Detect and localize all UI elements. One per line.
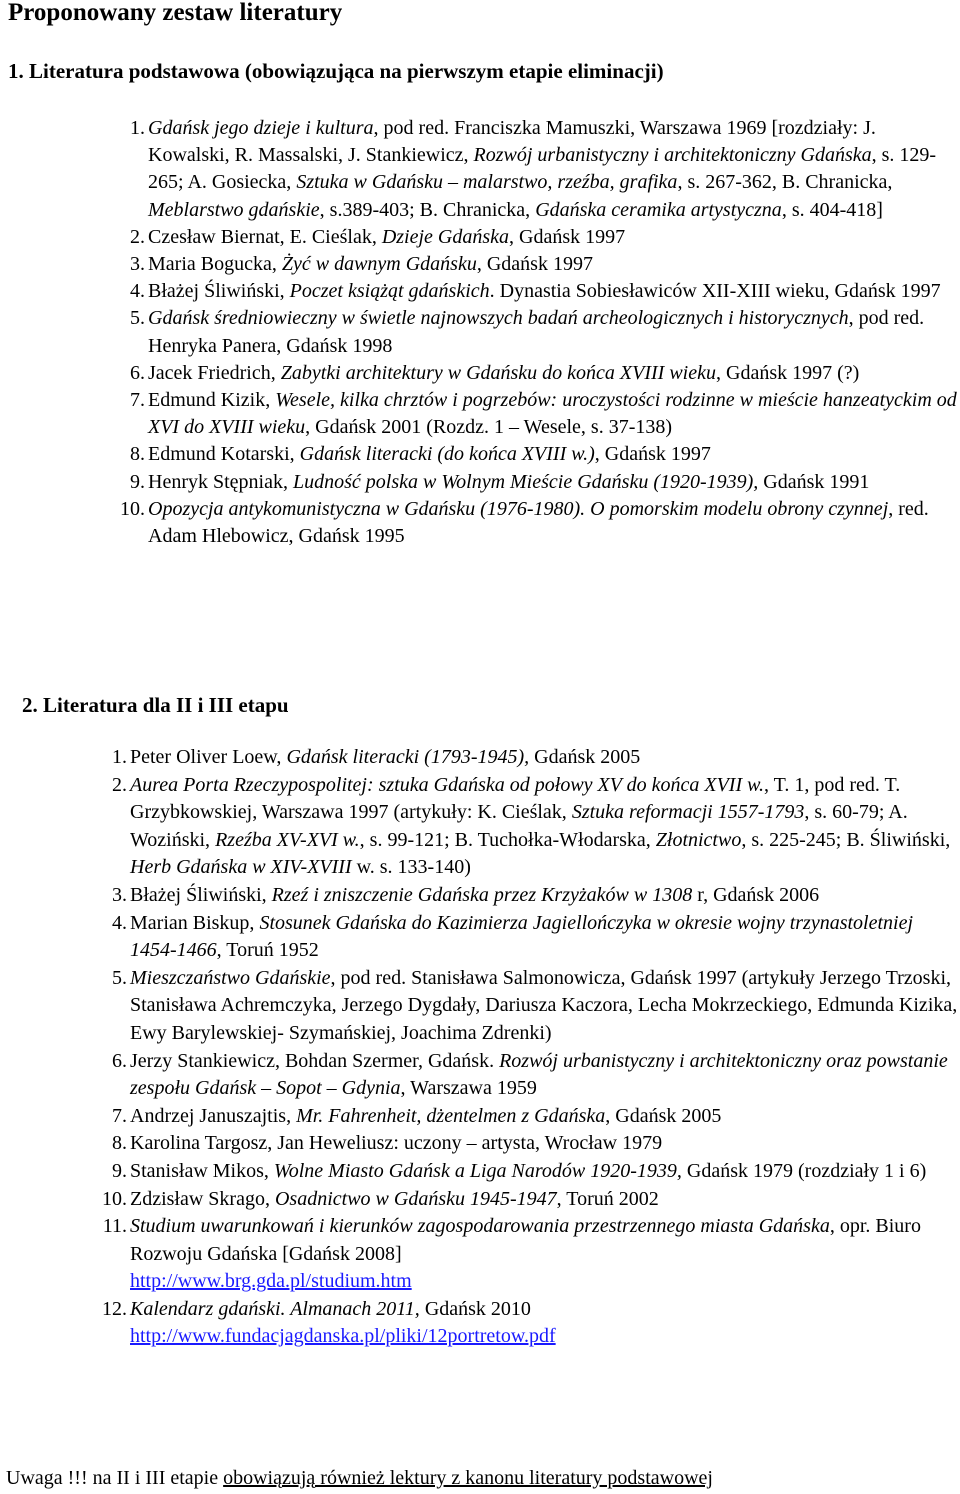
reference-text: , s. 404-418]: [781, 198, 883, 221]
footer-note-underlined: obowiązują również lektury z kanonu literatury podstawowej: [223, 1467, 713, 1489]
list-item: [111, 224, 959, 251]
section-2-heading: 2. Literatura dla II i III etapu: [22, 693, 289, 717]
reference-text: Błażej Śliwiński,: [130, 883, 272, 906]
list-item: [111, 305, 959, 359]
reference-text: Gdańsk 1991: [758, 470, 870, 493]
reference-text: Henryk Stępniak,: [148, 470, 293, 493]
reference-text: , s. 267-362, B. Chranicka,: [677, 171, 893, 194]
reference-title: Rzeźba XV-XVI w.: [215, 828, 360, 851]
list-item-number: 10.: [102, 1187, 127, 1210]
list-item: [111, 387, 959, 441]
reference-title: Sztuka reformacji 1557-1793: [571, 801, 805, 824]
reference-text: Stanisław Mikos,: [130, 1159, 274, 1182]
section-2-list: [93, 744, 959, 1351]
list-item-number: 8.: [130, 443, 145, 466]
reference-text: r, Gdańsk 2006: [692, 883, 820, 906]
reference-text: , Warszawa 1959: [400, 1077, 537, 1100]
section-1-list: [111, 115, 959, 550]
reference-text: Jerzy Stankiewicz, Bohdan Szermer, Gdańsk.: [130, 1049, 500, 1072]
reference-text: Gdańsk 2005: [529, 746, 641, 768]
reference-text: , T. 1, pod red. T. Grzybkowskiej, Warszawa 1997 (artykuły: K. Cieślak,: [130, 773, 901, 824]
reference-text: , red. Adam Hlebowicz, Gdańsk 1995: [148, 497, 929, 548]
list-item: [93, 1130, 959, 1158]
list-item: [93, 1048, 959, 1103]
reference-title: Wolne Miasto Gdańsk a Liga Narodów 1920-1939,: [273, 1159, 682, 1182]
reference-title: Osadnictwo w Gdańsku 1945-1947: [274, 1187, 557, 1210]
list-item-number: 6.: [112, 1049, 127, 1072]
reference-title: Poczet książąt gdańskich: [289, 280, 490, 303]
list-item-number: 1.: [130, 117, 145, 139]
reference-text: Karolina Targosz, Jan Heweliusz: uczony – artysta, Wrocław 1979: [130, 1132, 663, 1155]
list-item-number: 6.: [130, 361, 145, 384]
list-item-number: 3.: [130, 253, 145, 276]
list-item-number: 12.: [102, 1297, 127, 1320]
list-item: [111, 115, 959, 224]
reference-title: Gdańsk jego dzieje i kultura: [148, 117, 374, 139]
reference-title: Gdańsk literacki (1793-1945),: [286, 746, 530, 768]
reference-title: Mieszczaństwo Gdańskie: [130, 966, 331, 989]
list-item-number: 5.: [112, 966, 127, 989]
list-item-number: 8.: [112, 1132, 127, 1155]
list-item: [111, 278, 959, 305]
list-item: [93, 1296, 959, 1351]
list-item: [93, 910, 959, 965]
list-item-number: 7.: [112, 1104, 127, 1127]
reference-title: Gdańsk literacki (do końca XVIII w.): [299, 443, 595, 466]
reference-text: , opr. Biuro Rozwoju Gdańska [Gdańsk 2008]: [130, 1215, 921, 1265]
reference-text: , s. 129-265; A. Gosiecka,: [148, 144, 937, 194]
reference-text: , s. 60-79; A. Woziński,: [130, 801, 908, 851]
reference-title: Mr. Fahrenheit, dżentelmen z Gdańska: [296, 1104, 606, 1127]
list-item: [93, 882, 959, 910]
reference-text: Edmund Kotarski,: [148, 443, 300, 466]
reference-title: Opozycja antykomunistyczna w Gdańsku (1976-1980). O pomorskim modelu obrony czynnej: [148, 497, 889, 520]
reference-text: , pod red. Franciszka Mamuszki, Warszawa 1969 [rozdziały: J. Kowalski, R. Massalski, J. Stankiewicz,: [148, 117, 876, 167]
reference-text: . Dynastia Sobiesławiców XII-XIII wieku, Gdańsk 1997: [489, 280, 941, 303]
list-item: [111, 441, 959, 468]
list-item-number: 5.: [130, 307, 145, 330]
reference-title: Studium uwarunkowań i kierunków zagospodarowania przestrzennego miasta Gdańska: [130, 1215, 830, 1238]
reference-title: Rozwój urbanistyczny i architektoniczny oraz powstanie zespołu Gdańsk – Sopot – Gdynia: [130, 1049, 948, 1100]
list-item-number: 2.: [112, 773, 127, 796]
reference-title: Rzeź i zniszczenie Gdańska przez Krzyżaków w 1308: [271, 883, 693, 906]
reference-title: Ludność polska w Wolnym Mieście Gdańsku (1920-1939),: [292, 470, 759, 493]
list-item: [93, 772, 959, 882]
reference-text: , pod red. Henryka Panera, Gdańsk 1998: [148, 307, 925, 357]
reference-title: Rozwój urbanistyczny i architektoniczny Gdańska: [473, 144, 872, 167]
reference-title: Gdańska ceramika artystyczna: [535, 198, 782, 221]
list-item-number: 9.: [130, 470, 145, 493]
list-item-number: 3.: [112, 883, 127, 906]
list-item-number: 11.: [102, 1215, 127, 1238]
reference-title: Złotnictwo: [655, 828, 742, 851]
list-item: [93, 1103, 959, 1131]
reference-title: Sztuka w Gdańsku – malarstwo, rzeźba, grafika: [296, 171, 678, 194]
reference-text: , Toruń 1952: [216, 939, 319, 962]
list-item: [111, 469, 959, 496]
reference-title: Herb Gdańska w XIV-XVIII: [130, 856, 352, 879]
reference-text: Marian Biskup,: [130, 911, 260, 934]
reference-text: Peter Oliver Loew,: [130, 746, 287, 768]
list-item: [111, 496, 959, 550]
reference-text: Andrzej Januszajtis,: [130, 1104, 297, 1127]
reference-text: , Gdańsk 1997: [476, 253, 593, 276]
reference-title: Dzieje Gdańska: [381, 225, 510, 248]
reference-text: , pod red. Stanisława Salmonowicza, Gdańsk 1997 (artykuły Jerzego Trzoski, Stanisława Achremczyka, Jerzego Dygdały, Dariusza Kaczora, Lecha Mokrzeckiego, Edmunda Kizika, Ewy Barylewskiej- Szymańskiej, Joachima Zdrenki): [130, 966, 958, 1044]
reference-text: Gdańsk 1979 (rozdziały 1 i 6): [681, 1159, 927, 1182]
list-item: [93, 744, 959, 772]
reference-text: , Gdańsk 2001 (Rozdz. 1 – Wesele, s. 37-138): [305, 416, 673, 439]
reference-text: , s.389-403; B. Chranicka,: [319, 198, 536, 221]
reference-text: Zdzisław Skrago,: [130, 1187, 275, 1210]
list-item: [93, 1158, 959, 1186]
reference-text: Edmund Kizik,: [148, 389, 276, 412]
reference-text: , s. 99-121; B. Tuchołka-Włodarska,: [359, 828, 656, 851]
reference-title: Kalendarz gdański. Almanach 2011,: [130, 1297, 420, 1320]
reference-title: Aurea Porta Rzeczypospolitej: sztuka Gdańska od połowy XV do końca XVII w.: [130, 773, 764, 796]
reference-text: Czesław Biernat, E. Cieślak,: [148, 225, 382, 248]
footer-note: [6, 1465, 713, 1492]
reference-title: Żyć w dawnym Gdańsku: [281, 253, 477, 276]
reference-text: w. s. 133-140): [351, 856, 471, 879]
reference-text: , Toruń 2002: [556, 1187, 659, 1210]
section-1-heading: 1. Literatura podstawowa (obowiązująca na pierwszym etapie eliminacji): [8, 59, 664, 83]
list-item-number: 4.: [112, 911, 127, 934]
reference-title: Wesele, kilka chrztów i pogrzebów: uroczystości rodzinne w mieście hanzeatyckim od XVI do XVIII wieku: [148, 389, 957, 439]
reference-text: Maria Bogucka,: [148, 253, 282, 276]
list-item-number: 9.: [112, 1159, 127, 1182]
reference-text: Błażej Śliwiński,: [148, 280, 290, 303]
reference-text: , Gdańsk 1997: [594, 443, 711, 466]
reference-text: , Gdańsk 1997 (?): [716, 361, 860, 384]
list-item-number: 4.: [130, 280, 145, 303]
reference-text: , Gdańsk 1997: [509, 225, 626, 248]
footer-note-prefix: Uwaga !!! na II i III etapie: [6, 1467, 224, 1489]
reference-link[interactable]: http://www.brg.gda.pl/studium.htm: [130, 1270, 412, 1293]
reference-title: Gdańsk średniowieczny w świetle najnowszych badań archeologicznych i historycznych: [148, 307, 849, 330]
reference-text: , s. 225-245; B. Śliwiński,: [741, 828, 951, 851]
list-item-number: 10.: [120, 497, 145, 520]
list-item-number: 1.: [112, 746, 127, 768]
list-item: [93, 965, 959, 1048]
list-item-number: 2.: [130, 225, 145, 248]
list-item-number: 7.: [130, 389, 145, 412]
list-item: [93, 1186, 959, 1214]
reference-link[interactable]: http://www.fundacjagdanska.pl/pliki/12portretow.pdf: [130, 1325, 556, 1348]
list-item: [111, 360, 959, 387]
reference-text: Gdańsk 2010: [419, 1297, 531, 1320]
reference-text: , Gdańsk 2005: [605, 1104, 722, 1127]
reference-title: Stosunek Gdańska do Kazimierza Jagiellończyka w okresie wojny trzynastoletniej 1454-1466: [130, 911, 914, 962]
list-item: [111, 251, 959, 278]
reference-title: Meblarstwo gdańskie: [148, 198, 320, 221]
reference-title: Zabytki architektury w Gdańsku do końca XVIII wieku: [280, 361, 716, 384]
page-title: Proponowany zestaw literatury: [8, 0, 343, 26]
list-item: [93, 1213, 959, 1296]
reference-text: Jacek Friedrich,: [148, 361, 281, 384]
